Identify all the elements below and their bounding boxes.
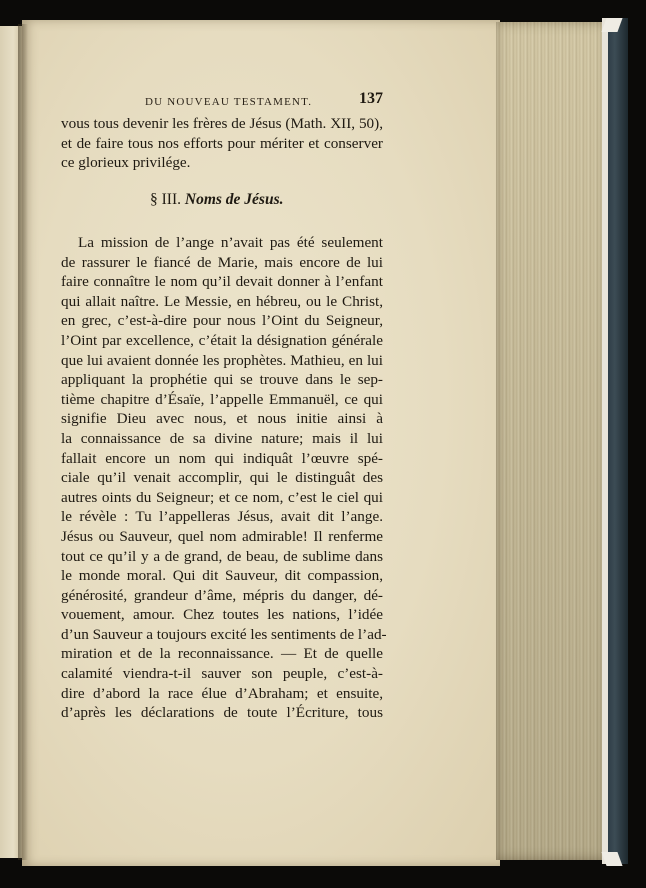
gutter-shadow (18, 24, 28, 860)
running-head: DU NOUVEAU TESTAMENT. (145, 96, 313, 108)
text-line: tième chapitre d’Ésaïe, l’appelle Emmanuël, ce qui (61, 390, 383, 408)
text-line: et de faire tous nos efforts pour mériter et conserver (61, 134, 383, 152)
section-heading (150, 191, 283, 209)
text-line: calamité viendra-t-il sauver son peuple, c’est-à- (61, 665, 383, 683)
book-cover (606, 18, 628, 864)
text-line: tout ce qu’il y a de grand, de beau, de sublime dans (61, 547, 383, 565)
text-line: le monde moral. Qui dit Sauveur, dit compassion, (61, 567, 383, 585)
text-line: d’après les déclarations de toute l’Écriture, tous (61, 704, 383, 722)
text-line: Jésus ou Sauveur, quel nom admirable! Il renferme (61, 527, 383, 545)
text-line: en grec, c’est-à-dire pour nous l’Oint du Seigneur, (61, 312, 383, 330)
text-line: générosité, grandeur d’âme, mépris du danger, dé- (61, 586, 383, 604)
text-line: autres oints du Seigneur; et ce nom, c’est le ciel qui (61, 488, 383, 506)
text-line: La mission de l’ange n’avait pas été seulement (78, 234, 383, 251)
page-edges (496, 22, 608, 860)
text-line: vous tous devenir les frères de Jésus (Math. XII, 50), (61, 115, 383, 132)
text-line: ce glorieux privilége. (61, 154, 191, 172)
page-number: 137 (359, 90, 383, 107)
text-line: de rassurer le fiancé de Marie, mais encore de lui (61, 253, 383, 271)
text-line: dire d’abord la race élue d’Abraham; et ensuite, (61, 684, 383, 702)
text-line: d’un Sauveur a toujours excité les sentiments de l’ad- (61, 625, 387, 643)
text-line: l’Oint par excellence, c’était la désignation générale (61, 331, 383, 349)
text-line: signifie Dieu avec nous, et nous initie ainsi à (61, 410, 383, 428)
text-line: le révèle : Tu l’appelleras Jésus, avait dit l’ange. (61, 508, 383, 526)
text-line: faire connaître le nom qu’il devait donner à l’enfant (61, 273, 383, 291)
section-title: Noms de Jésus. (184, 191, 284, 208)
text-line: ciale qu’il venait accomplir, qui le distinguât des (61, 469, 383, 487)
paragraph-1 (61, 114, 383, 173)
paragraph-2 (61, 233, 387, 723)
text-line: qui allait naître. Le Messie, en hébreu, ou le Christ, (61, 292, 383, 310)
section-number: § III. (150, 191, 181, 208)
text-line: la connaissance de sa divine nature; mais il lui (61, 429, 383, 447)
text-line: que lui avaient donnée les prophètes. Mathieu, en lui (61, 351, 383, 369)
text-line: vouement, amour. Chez toutes les nations, l’idée (61, 606, 383, 624)
text-line: appliquant la prophétie qui se trouve dans le sep- (61, 371, 383, 389)
text-line: miration et de la reconnaissance. — Et de quelle (61, 645, 383, 663)
text-line: fallait encore un nom qui indiquât l’œuvre spé- (61, 449, 383, 467)
